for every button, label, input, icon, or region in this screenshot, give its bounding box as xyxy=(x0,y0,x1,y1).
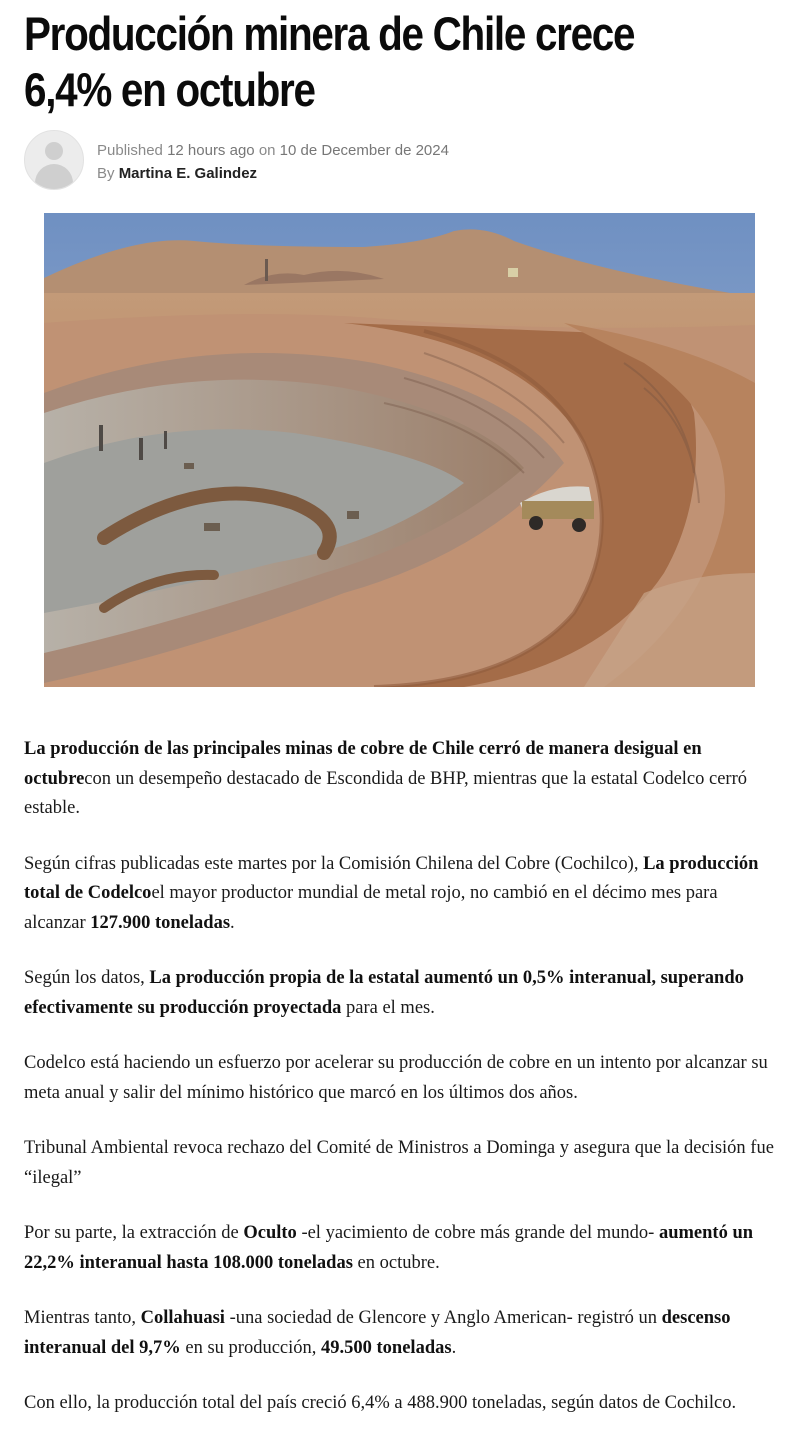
article-paragraph xyxy=(24,1389,776,1419)
paragraph-strong: La producción de las principales minas de cobre de Chile cerró de manera desigual en octubre xyxy=(24,739,702,789)
paragraph-text: -el yacimiento de cobre más grande del mundo- xyxy=(296,1223,659,1243)
author-line xyxy=(97,162,449,185)
published-line xyxy=(97,139,449,162)
paragraph-text: para el mes. xyxy=(341,997,435,1018)
mine-illustration xyxy=(44,213,755,687)
paragraph-text: Según cifras publicadas este martes por la Comisión Chilena del Cobre (Cochilco), xyxy=(24,853,644,874)
paragraph-strong: La producción total de Codelco xyxy=(24,853,759,903)
paragraph-text: Mientras tanto, xyxy=(24,1308,141,1328)
avatar-head-shape xyxy=(45,142,63,160)
by-label: By xyxy=(97,165,115,182)
article-paragraph xyxy=(24,735,776,824)
article-paragraph xyxy=(24,964,776,1023)
paragraph-strong: 127.900 toneladas xyxy=(90,912,231,933)
paragraph-strong: aumentó un 22,2% interanual hasta 108.000 toneladas xyxy=(24,1223,754,1273)
paragraph-text: Tribunal Ambiental revoca rechazo del Comité de Ministros a Dominga y asegura que la decisión fue “ilegal” xyxy=(24,1138,774,1188)
author-name-link[interactable]: Martina E. Galindez xyxy=(118,165,258,182)
article-paragraph xyxy=(24,1219,776,1278)
paragraph-text: Según los datos, xyxy=(24,968,150,988)
paragraph-text: -una sociedad de Glencore y Anglo American- registró un xyxy=(224,1308,662,1328)
hero-image-open-pit-mine xyxy=(44,213,755,687)
paragraph-text: el mayor productor mundial de metal rojo, no cambió en el décimo mes para alcanzar xyxy=(24,883,718,933)
paragraph-strong: Oculto xyxy=(243,1223,297,1243)
published-on-word: on xyxy=(258,142,276,159)
paragraph-text: Codelco está haciendo un esfuerzo por acelerar su producción de cobre en un intento por alcanzar su meta anual y salir del mínimo histórico que marcó en los últimos dos años. xyxy=(24,1053,768,1103)
paragraph-strong: 49.500 toneladas xyxy=(321,1337,452,1358)
article-headline: Producción minera de Chile crece 6,4% en octubre xyxy=(24,7,635,116)
published-label: Published xyxy=(97,142,163,159)
paragraph-text: Por su parte, la extracción de xyxy=(24,1223,244,1243)
article-paragraph-related-headline[interactable] xyxy=(24,1134,776,1193)
paragraph-text: en octubre. xyxy=(352,1252,440,1273)
author-avatar-icon[interactable] xyxy=(24,130,84,190)
paragraph-text: con un desempeño destacado de Escondida de BHP, mientras que la estatal Codelco cerró estable. xyxy=(24,768,747,818)
paragraph-text: en su producción, xyxy=(180,1337,322,1358)
article-paragraph xyxy=(24,850,776,939)
article-paragraph xyxy=(24,1304,776,1363)
paragraph-text: . xyxy=(451,1337,457,1358)
paragraph-strong: Collahuasi xyxy=(140,1308,225,1328)
published-relative-time: 12 hours ago xyxy=(167,142,255,159)
paragraph-text: Con ello, la producción total del país creció 6,4% a 488.900 toneladas, según datos de Cochilco. xyxy=(24,1393,737,1413)
article-byline xyxy=(24,130,724,190)
avatar-body-shape xyxy=(35,164,73,190)
paragraph-strong: descenso interanual del 9,7% xyxy=(24,1308,731,1358)
paragraph-text: . xyxy=(230,912,235,933)
article-body xyxy=(24,735,776,1445)
published-date: 10 de December de 2024 xyxy=(279,142,449,159)
article-meta xyxy=(97,139,449,185)
article-paragraph xyxy=(24,1049,776,1108)
paragraph-strong: La producción propia de la estatal aumentó un 0,5% interanual, superando efectivamente su producción proyectada xyxy=(24,968,744,1018)
